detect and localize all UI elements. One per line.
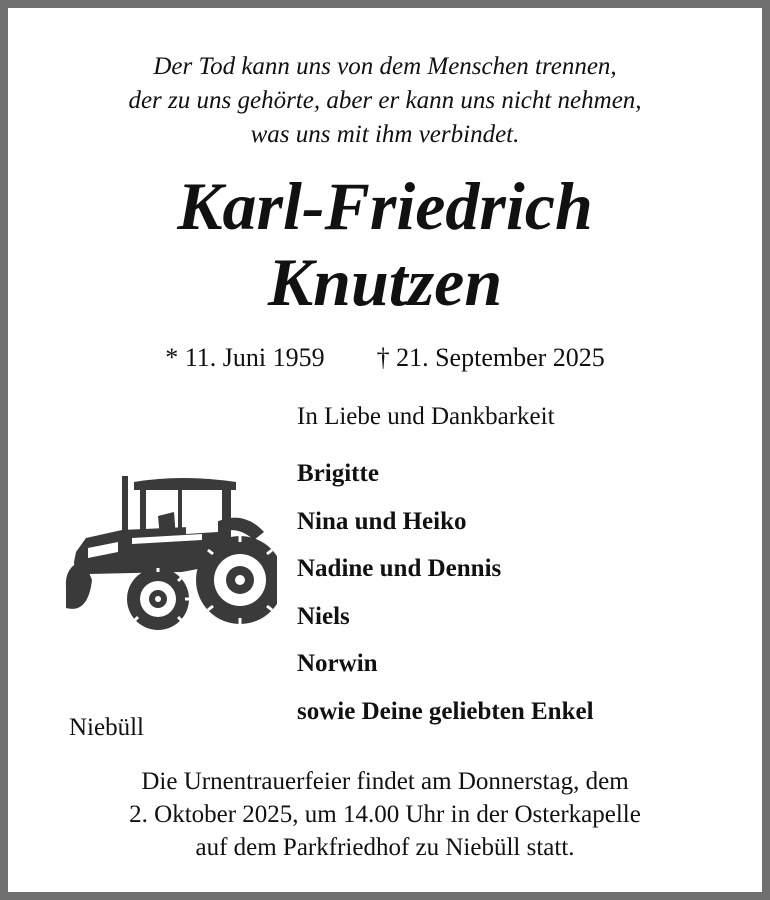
- family-member: Nina und Heiko: [297, 507, 467, 535]
- family-member: Norwin: [297, 650, 378, 677]
- quote-line: was uns mit ihm verbindet.: [250, 121, 520, 148]
- service-line: Die Urnentrauerfeier findet am Donnerstag, dem: [141, 768, 629, 795]
- funeral-service-info: [8, 765, 762, 864]
- service-line: auf dem Parkfriedhof zu Niebüll statt.: [195, 834, 575, 861]
- dedication-line: In Liebe und Dankbarkeit: [297, 403, 555, 430]
- quote-line: Der Tod kann uns von dem Menschen trennen,: [153, 53, 617, 80]
- deceased-name: [8, 168, 762, 320]
- place-name: Niebüll: [69, 714, 144, 741]
- family-member: Niels: [297, 602, 350, 630]
- last-name: Knutzen: [267, 244, 503, 320]
- death-date: † 21. September 2025: [376, 343, 605, 372]
- family-list: [297, 450, 594, 735]
- quote-line: der zu uns gehörte, aber er kann uns nicht nehmen,: [128, 87, 642, 114]
- service-line: 2. Oktober 2025, um 14.00 Uhr in der Osterkapelle: [129, 801, 641, 828]
- birth-date: * 11. Juni 1959: [165, 343, 325, 372]
- tractor-icon: [62, 468, 277, 633]
- family-member: Brigitte: [297, 460, 379, 487]
- first-name: Karl-Friedrich: [177, 168, 593, 244]
- memorial-quote: [8, 50, 762, 152]
- family-member: Nadine und Dennis: [297, 555, 502, 582]
- family-member: sowie Deine geliebten Enkel: [297, 697, 594, 725]
- life-dates: [8, 341, 762, 375]
